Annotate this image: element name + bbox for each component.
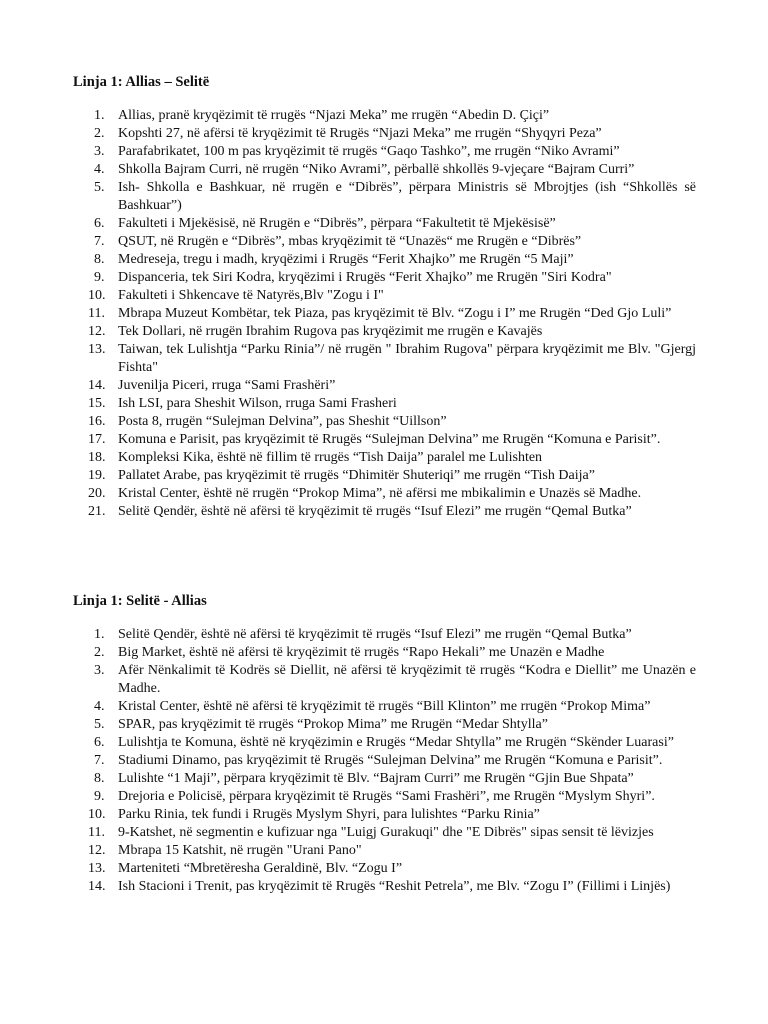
list-item (0, 251, 768, 269)
item-number: 3. (94, 144, 105, 159)
item-text: Stadiumi Dinamo, pas kryqëzimit të Rrugës “Sulejman Delvina” me Rrugën “Komuna e Parisit”. (118, 753, 663, 768)
item-text: Medreseja, tregu i madh, kryqëzimi i Rrugës “Ferit Xhajko” me Rrugën “5 Maji” (118, 252, 574, 267)
item-text: Juvenilja Piceri, rruga “Sami Frashëri” (118, 378, 336, 393)
list-item (0, 485, 768, 503)
item-text: Ish Stacioni i Trenit, pas kryqëzimit të Rrugës “Reshit Petrela”, me Blv. “Zogu I” (Fillimi i Linjës) (118, 879, 671, 894)
item-number: 4. (94, 699, 105, 714)
item-text: Parafabrikatet, 100 m pas kryqëzimit të rrugës “Gaqo Tashko”, me rrugën “Niko Avrami” (118, 144, 620, 159)
list-item (0, 752, 768, 770)
item-text: Selitë Qendër, është në afërsi të kryqëzimit të rrugës “Isuf Elezi” me rrugën “Qemal Butka” (118, 627, 632, 642)
item-text: Mbrapa 15 Katshit, në rrugën "Urani Pano" (118, 843, 362, 858)
list-item (0, 125, 768, 143)
item-number: 3. (94, 663, 105, 678)
list-item (0, 431, 768, 449)
item-text: Kristal Center, është në rrugën “Prokop Mima”, në afërsi me mbikalimin e Unazës së Madhe. (118, 486, 642, 501)
list-item (0, 860, 768, 878)
item-text: Kompleksi Kika, është në fillim të rrugës “Tish Daija” paralel me Lulishten (118, 450, 543, 465)
list-item (0, 341, 768, 377)
item-text: Dispanceria, tek Siri Kodra, kryqëzimi i Rrugës “Ferit Xhajko” me Rrugën "Siri Kodra" (118, 270, 612, 285)
item-text: Mbrapa Muzeut Kombëtar, tek Piaza, pas kryqëzimit të Blv. “Zogu i I” me Rrugën “Ded Gjo Luli” (118, 306, 672, 321)
item-text: Drejoria e Policisë, përpara kryqëzimit të Rrugës “Sami Frashëri”, me Rrugën “Myslym Shyri”. (118, 789, 655, 804)
list-item (0, 107, 768, 125)
item-number: 5. (94, 180, 105, 195)
item-number: 19. (88, 468, 106, 483)
item-text: Allias, pranë kryqëzimit të rrugës “Njazi Meka” me rrugën “Abedin D. Çiçi” (118, 108, 550, 123)
item-text: Kristal Center, është në afërsi të kryqëzimit të rrugës “Bill Klinton” me rrugën “Prokop Mima” (118, 699, 651, 714)
item-text: Posta 8, rrugën “Sulejman Delvina”, pas Sheshit “Uillson” (118, 414, 447, 429)
list-item (0, 323, 768, 341)
item-number: 13. (88, 861, 106, 876)
list-item (0, 467, 768, 485)
list-item (0, 179, 768, 215)
item-text: Ish- Shkolla e Bashkuar, në rrugën e “Dibrës”, përpara Ministris së Mbrojtjes (ish “Shkollës së Bashkuar”) (118, 180, 696, 213)
item-number: 9. (94, 789, 105, 804)
list-item (0, 878, 768, 896)
item-text: SPAR, pas kryqëzimit të rrugës “Prokop Mima” me Rrugën “Medar Shtylla” (118, 717, 548, 732)
item-number: 9. (94, 270, 105, 285)
item-text: Ish LSI, para Sheshit Wilson, rruga Sami Frasheri (118, 396, 397, 411)
list-item (0, 269, 768, 287)
item-number: 14. (88, 879, 106, 894)
item-number: 11. (88, 825, 105, 840)
list-item (0, 842, 768, 860)
item-text: Tek Dollari, në rrugën Ibrahim Rugova pas kryqëzimit me rrugën e Kavajës (118, 324, 543, 339)
list-item (0, 305, 768, 323)
list-item (0, 449, 768, 467)
item-text: 9-Katshet, në segmentin e kufizuar nga "Luigj Gurakuqi" dhe "E Dibrës" sipas sensit të lëvizjes (118, 825, 654, 840)
item-number: 4. (94, 162, 105, 177)
item-number: 6. (94, 735, 105, 750)
item-number: 2. (94, 645, 105, 660)
item-number: 12. (88, 324, 106, 339)
item-number: 1. (94, 108, 105, 123)
item-number: 17. (88, 432, 106, 447)
list-item (0, 662, 768, 698)
item-text: Kopshti 27, në afërsi të kryqëzimit të Rrugës “Njazi Meka” me rrugën “Shyqyri Peza” (118, 126, 602, 141)
item-number: 18. (88, 450, 106, 465)
list-item (0, 395, 768, 413)
list-item (0, 626, 768, 644)
list-item (0, 770, 768, 788)
list-item (0, 788, 768, 806)
item-number: 5. (94, 717, 105, 732)
item-text: Marteniteti “Mbretëresha Geraldinë, Blv. “Zogu I” (118, 861, 403, 876)
item-text: Fakulteti i Shkencave të Natyrës,Blv "Zogu i I" (118, 288, 384, 303)
item-text: Taiwan, tek Lulishtja “Parku Rinia”/ në rrugën " Ibrahim Rugova" përpara kryqëzimit me Blv. "Gjergj Fishta" (118, 342, 696, 375)
list-item (0, 143, 768, 161)
item-number: 6. (94, 216, 105, 231)
list-item (0, 233, 768, 251)
item-text: Komuna e Parisit, pas kryqëzimit të Rrugës “Sulejman Delvina” me Rrugën “Komuna e Parisit”. (118, 432, 661, 447)
item-number: 16. (88, 414, 106, 429)
item-text: QSUT, në Rrugën e “Dibrës”, mbas kryqëzimit të “Unazës“ me Rrugën e “Dibrës” (118, 234, 582, 249)
item-number: 20. (88, 486, 106, 501)
item-number: 8. (94, 252, 105, 267)
stop-list-allias-selite (0, 107, 768, 521)
section-heading-selite-allias: Linja 1: Selitë - Allias (73, 593, 207, 609)
item-number: 11. (88, 306, 105, 321)
list-item (0, 806, 768, 824)
list-item (0, 287, 768, 305)
list-item (0, 734, 768, 752)
item-number: 13. (88, 342, 106, 357)
list-item (0, 377, 768, 395)
section-heading-allias-selite: Linja 1: Allias – Selitë (73, 74, 210, 90)
list-item (0, 215, 768, 233)
item-number: 1. (94, 627, 105, 642)
item-number: 21. (88, 504, 106, 519)
list-item (0, 716, 768, 734)
item-text: Afër Nënkalimit të Kodrës së Diellit, në afërsi të kryqëzimit të rrugës “Kodra e Diellit” me Unazën e Madhe. (118, 663, 696, 696)
item-number: 14. (88, 378, 106, 393)
list-item (0, 644, 768, 662)
item-text: Lulishte “1 Maji”, përpara kryqëzimit të Blv. “Bajram Curri” me Rrugën “Gjin Bue Shpata” (118, 771, 634, 786)
item-text: Lulishtja te Komuna, është në kryqëzimin e Rrugës “Medar Shtylla” me Rrugën “Skënder Luarasi” (118, 735, 674, 750)
item-text: Pallatet Arabe, pas kryqëzimit të rrugës “Dhimitër Shuteriqi” me rrugën “Tish Daija” (118, 468, 595, 483)
list-item (0, 824, 768, 842)
list-item (0, 413, 768, 431)
list-item (0, 161, 768, 179)
item-text: Big Market, është në afërsi të kryqëzimit të rrugës “Rapo Hekali” me Unazën e Madhe (118, 645, 605, 660)
item-number: 7. (94, 753, 105, 768)
item-number: 12. (88, 843, 106, 858)
item-number: 7. (94, 234, 105, 249)
item-number: 10. (88, 807, 106, 822)
item-text: Selitë Qendër, është në afërsi të kryqëzimit të rrugës “Isuf Elezi” me rrugën “Qemal Butka” (118, 504, 632, 519)
list-item (0, 503, 768, 521)
item-number: 8. (94, 771, 105, 786)
item-number: 2. (94, 126, 105, 141)
item-text: Shkolla Bajram Curri, në rrugën “Niko Avrami”, përballë shkollës 9-vjeçare “Bajram Curri” (118, 162, 635, 177)
stop-list-selite-allias (0, 626, 768, 896)
item-text: Fakulteti i Mjekësisë, në Rrugën e “Dibrës”, përpara “Fakultetit të Mjekësisë” (118, 216, 556, 231)
item-text: Parku Rinia, tek fundi i Rrugës Myslym Shyri, para lulishtes “Parku Rinia” (118, 807, 540, 822)
item-number: 10. (88, 288, 106, 303)
item-number: 15. (88, 396, 106, 411)
list-item (0, 698, 768, 716)
